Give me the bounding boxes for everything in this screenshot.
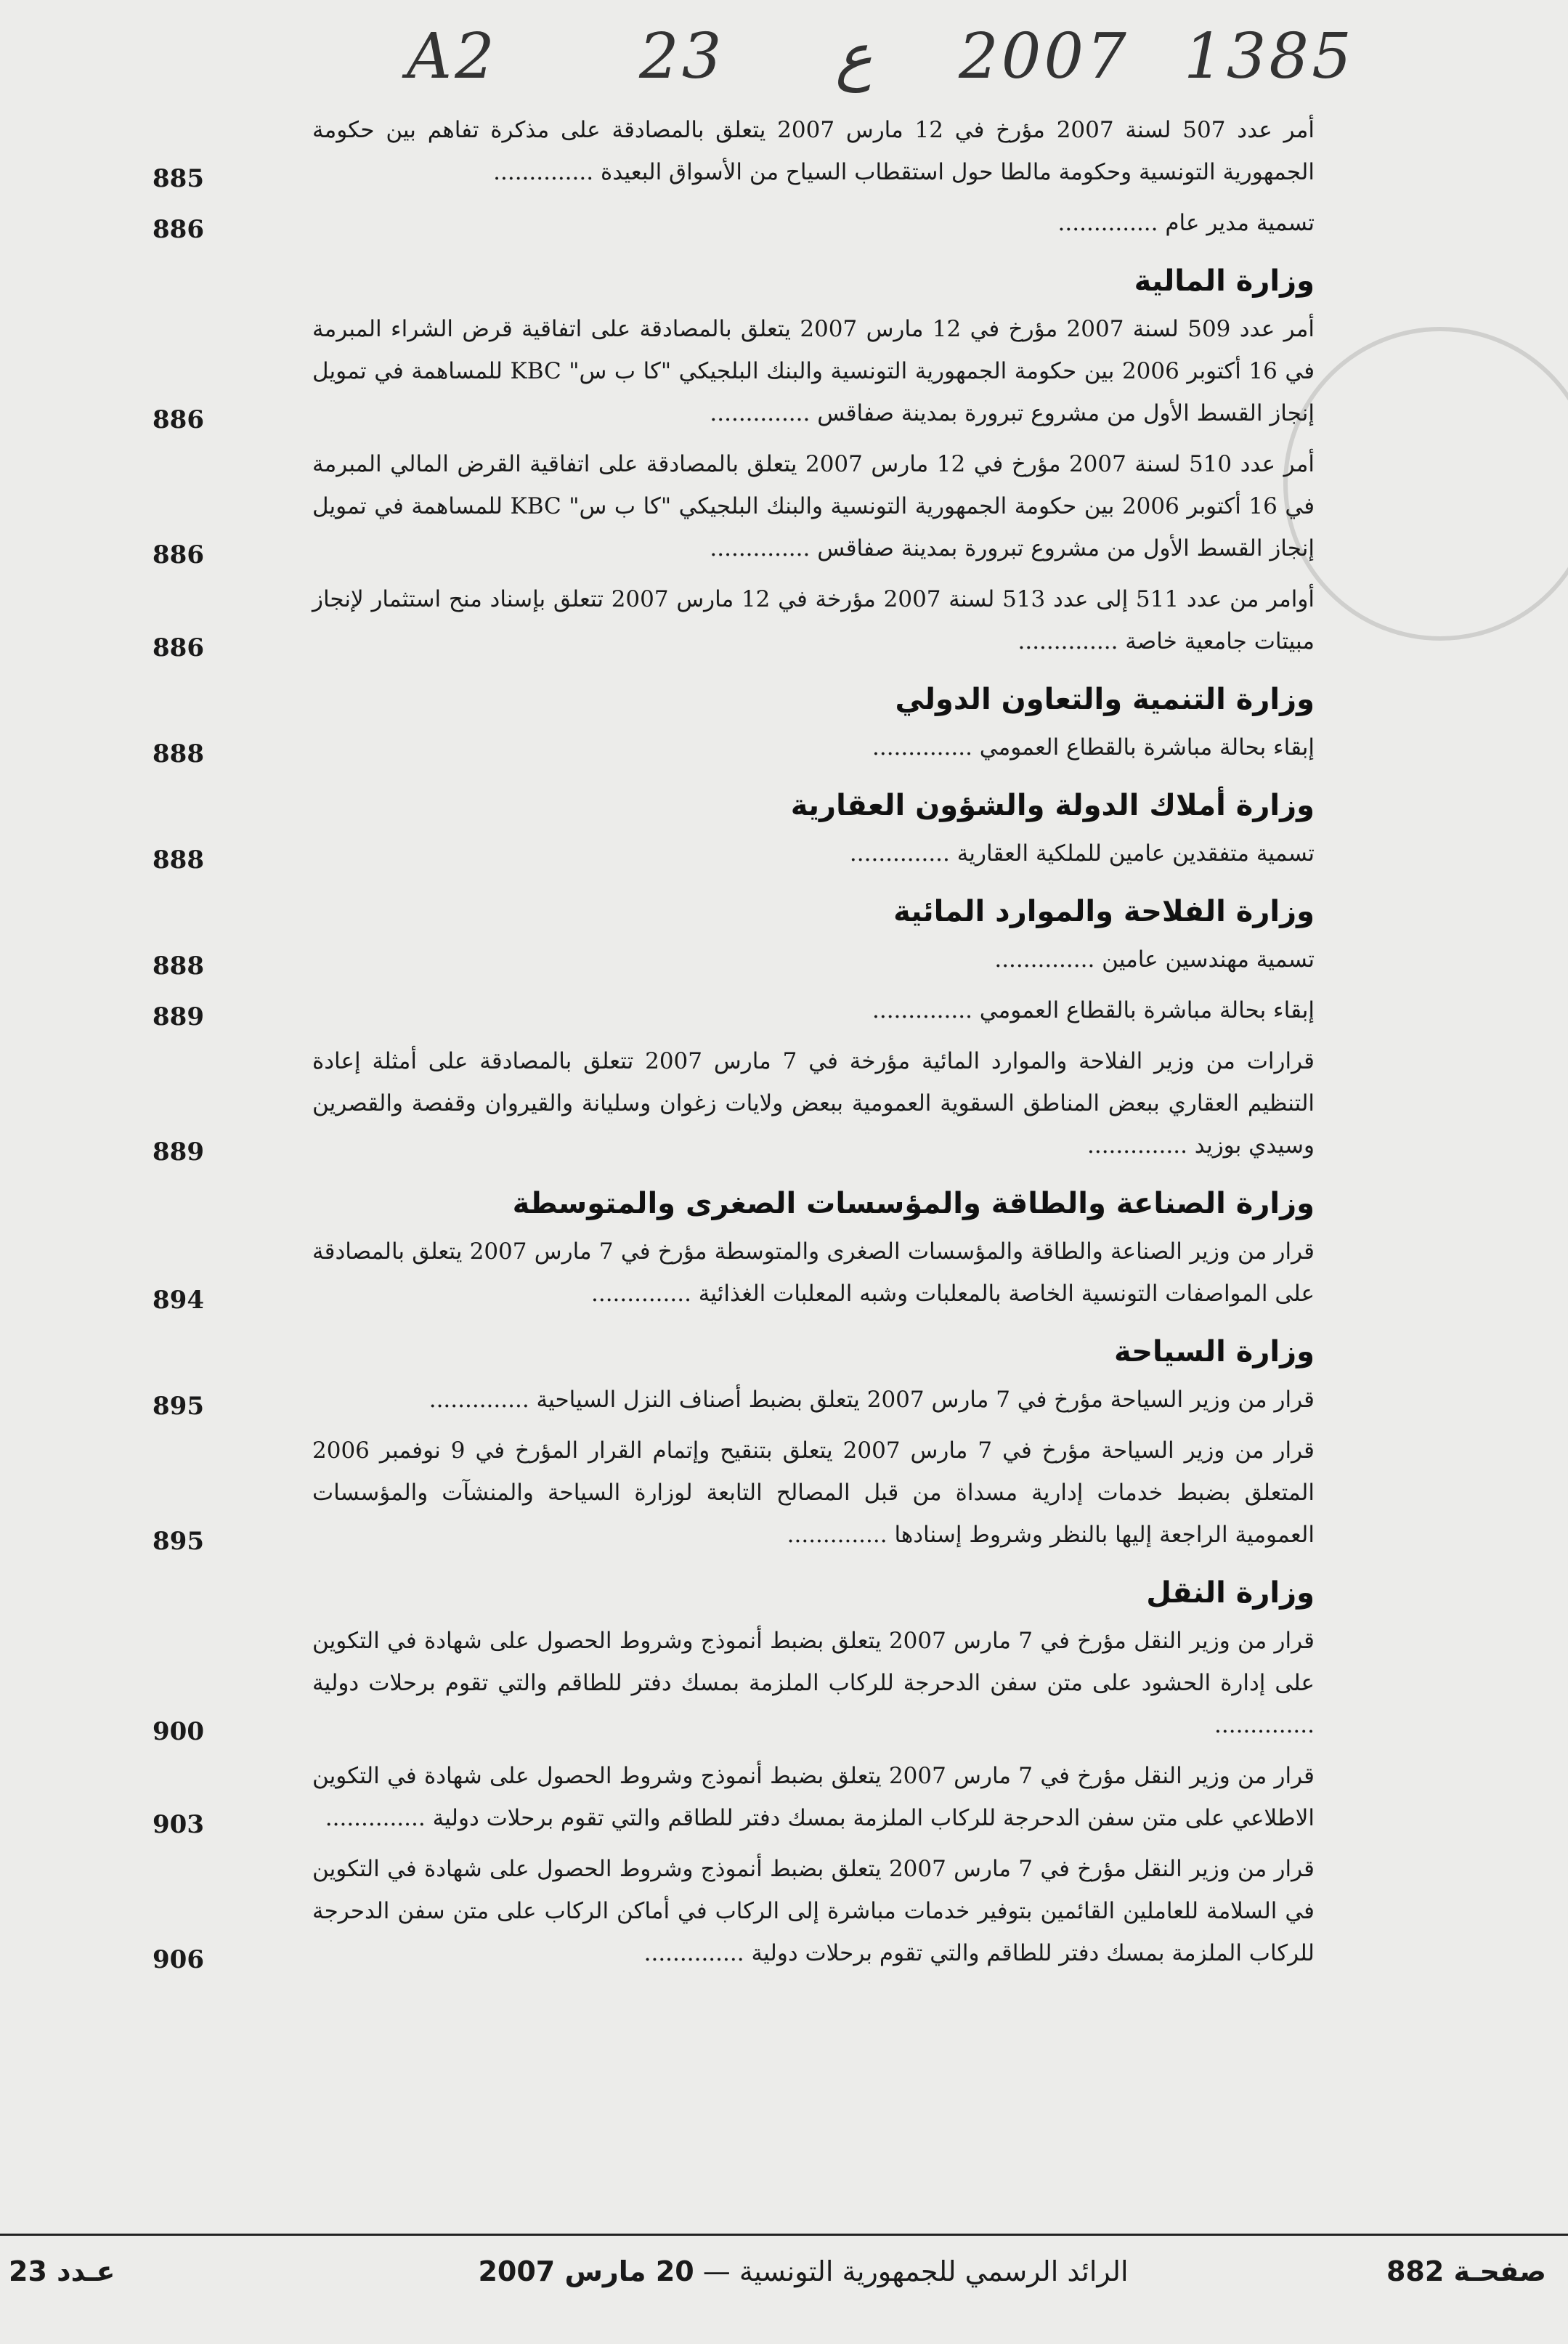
entry-title: قرار من وزير النقل مؤرخ في 7 مارس 2007 يتعلق بضبط أنموذج وشروط الحصول على شهادة في التكوين على إدارة الحشود على متن سفن الدحرجة للركاب الملزمة بمسك دفتر للطاقم والتي تقوم برحلات دولية (312, 1628, 1315, 1696)
issue-number: عـدد 23 (9, 2255, 115, 2287)
entry-page-number: 886 (153, 405, 204, 434)
entry-text (240, 1429, 1315, 1556)
footer-divider (0, 2234, 1568, 2236)
leader-dots: .............. (849, 840, 957, 867)
leader-dots: .............. (994, 946, 1102, 973)
section-title: وزارة النقل (1146, 1576, 1315, 1610)
entry-page-number: 889 (153, 1137, 204, 1167)
leader-dots: .............. (710, 535, 818, 561)
entry-title: قرار من وزير النقل مؤرخ في 7 مارس 2007 يتعلق بضبط أنموذج وشروط الحصول على شهادة في التكوين في السلامة للعاملين القائمين بتوفير خدمات مباشرة إلى الركاب في أماكن الركاب على متن سفن الدحرجة للركاب الملزمة بمسك دفتر للطاقم والتي تقوم برحلات دولية (312, 1856, 1315, 1966)
entry-page-number: 889 (153, 1002, 204, 1031)
section-title: وزارة المالية (1134, 264, 1315, 298)
entry-page-number: 903 (153, 1810, 204, 1839)
toc-entry (153, 989, 1315, 1031)
entry-title: أمر عدد 510 لسنة 2007 مؤرخ في 12 مارس 2007 يتعلق بالمصادقة على اتفاقية القرض المالي المبرمة في 16 أكتوبر 2006 بين حكومة الجمهورية التونسية والبنك البلجيكي "كا ب س" KBC للمساهمة في تمويل إنجاز القسط الأول من مشروع تبرورة بمدينة صفاقس (312, 451, 1315, 561)
entry-title: أمر عدد 509 لسنة 2007 مؤرخ في 12 مارس 2007 يتعلق بالمصادقة على اتفاقية قرض الشراء المبرمة في 16 أكتوبر 2006 بين حكومة الجمهورية التونسية والبنك البلجيكي "كا ب س" KBC للمساهمة في تمويل إنجاز القسط الأول من مشروع تبرورة بمدينة صفاقس (312, 316, 1315, 426)
page-footer (0, 2255, 1568, 2306)
entry-title: إبقاء بحالة مباشرة بالقطاع العمومي (979, 734, 1315, 761)
leader-dots: .............. (1017, 628, 1126, 654)
handwritten-day: 23 (639, 20, 725, 93)
handwritten-code: A2 (407, 20, 497, 93)
toc-entry (153, 1230, 1315, 1315)
entry-text (240, 1230, 1315, 1315)
handwritten-number: 1385 (1184, 20, 1354, 93)
entry-title: قرار من وزير النقل مؤرخ في 7 مارس 2007 يتعلق بضبط أنموذج وشروط الحصول على شهادة في التكوين الاطلاعي على متن سفن الدحرجة للركاب الملزمة بمسك دفتر للطاقم والتي تقوم برحلات دولية (312, 1763, 1315, 1831)
leader-dots: .............. (872, 997, 980, 1023)
entry-page-number: 895 (153, 1527, 204, 1556)
entry-text (240, 202, 1315, 244)
section-title: وزارة السياحة (1113, 1335, 1315, 1368)
entry-page-number: 888 (153, 845, 204, 875)
entry-page-number: 886 (153, 215, 204, 244)
entry-text (240, 1379, 1315, 1421)
leader-dots: .............. (710, 400, 818, 426)
entry-title: أوامر من عدد 511 إلى عدد 513 لسنة 2007 مؤرخة في 12 مارس 2007 تتعلق بإسناد منح استثمار لإنجاز مبيتات جامعية خاصة (312, 586, 1315, 654)
entry-page-number: 900 (153, 1717, 204, 1746)
leader-dots: .............. (872, 734, 980, 761)
toc-entry (153, 1620, 1315, 1746)
entry-text (240, 1848, 1315, 1974)
leader-dots: .............. (325, 1805, 433, 1831)
leader-dots: .............. (1214, 1712, 1315, 1738)
entry-title: قرار من وزير السياحة مؤرخ في 7 مارس 2007 يتعلق بضبط أصناف النزل السياحية (536, 1387, 1315, 1413)
entry-title: قرار من وزير السياحة مؤرخ في 7 مارس 2007 يتعلق بتنقيح وإتمام القرار المؤرخ في 9 نوفمبر 2006 المتعلق بضبط خدمات إدارية مسداة من قبل المصالح التابعة لوزارة السياحة والمنشآت والمؤسسات العمومية الراجعة إليها بالنظر وشروط إسنادها (312, 1437, 1315, 1548)
handwritten-annotation (407, 20, 1423, 100)
section-title: وزارة الصناعة والطاقة والمؤسسات الصغرى والمتوسطة (512, 1187, 1315, 1220)
toc-entry (153, 578, 1315, 662)
section-title: وزارة الفلاحة والموارد المائية (893, 895, 1315, 928)
journal-name: الرائد الرسمي للجمهورية التونسية — (702, 2255, 1129, 2287)
toc-entry (153, 443, 1315, 569)
entry-title: تسمية متفقدين عامين للملكية العقارية (956, 840, 1315, 867)
toc-entry (153, 1848, 1315, 1974)
toc-entry (153, 1379, 1315, 1421)
toc-entry (153, 938, 1315, 981)
entry-title: قرارات من وزير الفلاحة والموارد المائية مؤرخة في 7 مارس 2007 تتعلق بالمصادقة على أمثلة إعادة التنظيم العقاري ببعض المناطق السقوية العمومية ببعض ولايات زغوان وسليانة والقيروان وقفصة والقصرين وسيدي بوزيد (312, 1048, 1315, 1159)
entry-page-number: 886 (153, 633, 204, 662)
entry-text (240, 578, 1315, 662)
entry-text (240, 308, 1315, 434)
section-title: وزارة أملاك الدولة والشؤون العقارية (790, 789, 1315, 822)
leader-dots: .............. (428, 1387, 537, 1413)
leader-dots: .............. (1057, 210, 1166, 236)
handwritten-letter: ع (835, 20, 873, 93)
toc-entry (153, 1429, 1315, 1556)
faded-stamp (1283, 327, 1568, 641)
entry-text (240, 1620, 1315, 1746)
section-title: وزارة التنمية والتعاون الدولي (895, 683, 1315, 716)
entry-text (240, 443, 1315, 569)
leader-dots: .............. (787, 1522, 895, 1548)
toc-entry (153, 832, 1315, 875)
entry-text (240, 989, 1315, 1031)
entry-text (240, 726, 1315, 769)
entry-text (240, 109, 1315, 193)
toc-entry (153, 202, 1315, 244)
entry-page-number: 888 (153, 952, 204, 981)
toc-entry (153, 726, 1315, 769)
entry-title: إبقاء بحالة مباشرة بالقطاع العمومي (979, 997, 1315, 1023)
toc-entry (153, 109, 1315, 193)
journal-title (436, 2255, 1162, 2287)
entry-text (240, 938, 1315, 981)
entry-title: قرار من وزير الصناعة والطاقة والمؤسسات الصغرى والمتوسطة مؤرخ في 7 مارس 2007 يتعلق بالمصادقة على المواصفات التونسية الخاصة بالمعلبات وشبه المعلبات الغذائية (312, 1238, 1315, 1307)
entry-page-number: 895 (153, 1392, 204, 1421)
leader-dots: .............. (590, 1281, 699, 1307)
entry-page-number: 894 (153, 1286, 204, 1315)
entry-page-number: 885 (153, 164, 204, 193)
toc-entry (153, 1040, 1315, 1167)
table-of-contents (153, 109, 1315, 1983)
entry-page-number: 888 (153, 739, 204, 769)
entry-page-number: 906 (153, 1945, 204, 1974)
entry-text (240, 1040, 1315, 1167)
toc-entry (153, 308, 1315, 434)
entry-text (240, 832, 1315, 875)
entry-title: تسمية مدير عام (1165, 210, 1315, 236)
toc-entry (153, 1755, 1315, 1839)
entry-title: أمر عدد 507 لسنة 2007 مؤرخ في 12 مارس 2007 يتعلق بالمصادقة على مذكرة تفاهم بين حكومة الجمهورية التونسية وحكومة مالطا حول استقطاب السياح من الأسواق البعيدة (312, 117, 1315, 185)
leader-dots: .............. (1086, 1132, 1195, 1159)
leader-dots: .............. (493, 159, 601, 185)
entry-text (240, 1755, 1315, 1839)
journal-date: 20 مارس 2007 (478, 2255, 694, 2287)
handwritten-year: 2007 (959, 20, 1129, 93)
entry-title: تسمية مهندسين عامين (1102, 946, 1315, 973)
leader-dots: .............. (643, 1940, 752, 1966)
page-number: صفحـة 882 (1386, 2255, 1546, 2287)
entry-page-number: 886 (153, 540, 204, 569)
